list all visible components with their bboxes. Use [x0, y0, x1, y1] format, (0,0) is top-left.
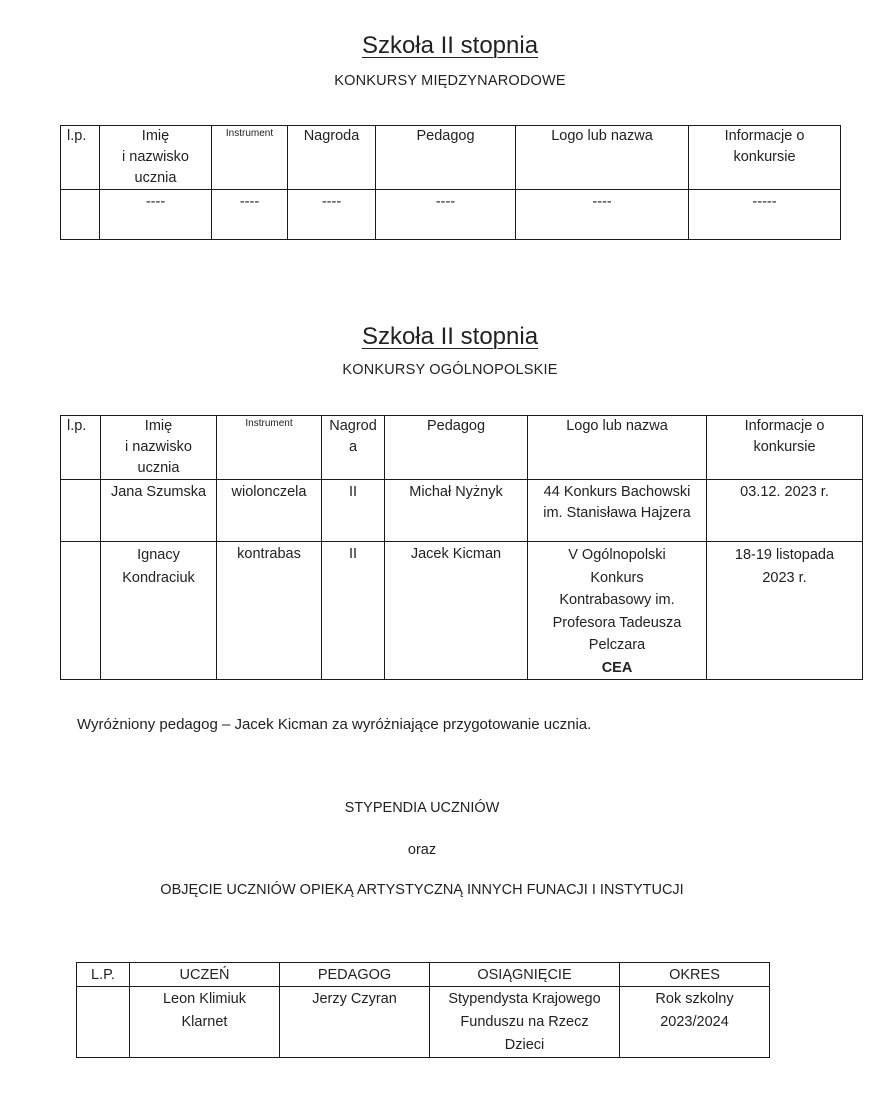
header-name-line3: ucznia: [134, 170, 177, 186]
cell-student-line1: Leon Klimiuk: [162, 991, 246, 1007]
cell-student: [130, 987, 280, 1058]
header-name-line3: ucznia: [137, 460, 180, 476]
cell-logo: ----: [516, 190, 689, 240]
cell-name-line2: Kondraciuk: [122, 570, 195, 586]
header-logo: Logo lub nazwa: [516, 126, 689, 190]
table-header-row: [61, 416, 863, 480]
header-lp: l.p.: [61, 126, 100, 190]
header-student: UCZEŃ: [130, 963, 280, 987]
cell-logo: [528, 480, 707, 542]
section1-title: Szkoła II stopnia: [361, 32, 539, 59]
section1-subtitle: KONKURSY MIĘDZYNARODOWE: [334, 73, 566, 89]
cell-instrument: wiolonczela: [217, 480, 322, 542]
header-info: [689, 126, 841, 190]
cell-logo-line5: Pelczara: [588, 637, 646, 653]
header-name-line2: i nazwisko: [122, 149, 189, 165]
cell-achievement-line3: Dzieci: [504, 1037, 545, 1053]
cell-name: [101, 542, 217, 680]
cell-name-line1: Ignacy: [137, 547, 180, 563]
table-row: [61, 542, 863, 680]
header-award: Nagroda: [288, 126, 376, 190]
header-logo: Logo lub nazwa: [528, 416, 707, 480]
cell-award: II: [322, 480, 385, 542]
cell-info: [707, 480, 863, 542]
table-row: [77, 987, 770, 1058]
cell-teacher: Jerzy Czyran: [280, 987, 430, 1058]
cell-lp: [61, 190, 100, 240]
table-row: [61, 480, 863, 542]
cell-name-line1: Jana Szumska: [110, 484, 207, 500]
cell-logo-line3: Kontrabasowy im.: [559, 592, 675, 608]
distinguished-teacher-note: Wyróżniony pedagog – Jacek Kicman za wyróżniające przygotowanie ucznia.: [77, 716, 592, 733]
section2-subtitle: KONKURSY OGÓLNOPOLSKIE: [342, 362, 558, 378]
header-award: [322, 416, 385, 480]
cell-award: ----: [288, 190, 376, 240]
header-award-line1: Nagrod: [329, 418, 377, 434]
section2-title: Szkoła II stopnia: [361, 323, 539, 350]
header-info-line1: Informacje o: [724, 128, 805, 144]
cell-teacher: Jacek Kicman: [385, 542, 528, 680]
header-student-name: [100, 126, 212, 190]
header-info-line1: Informacje o: [744, 418, 825, 434]
cell-info: [707, 542, 863, 680]
cell-name: [101, 480, 217, 542]
table-row: [61, 190, 841, 240]
cell-lp: [77, 987, 130, 1058]
header-name-line1: Imię: [144, 418, 173, 434]
header-name-line2: i nazwisko: [125, 439, 192, 455]
section3-title-line2: oraz: [407, 842, 437, 858]
cell-achievement-line1: Stypendysta Krajowego: [448, 991, 601, 1007]
header-info-line2: konkursie: [733, 149, 796, 165]
cell-achievement-line2: Funduszu na Rzecz: [460, 1014, 589, 1030]
header-info-line2: konkursie: [753, 439, 816, 455]
cell-info-line2: 2023 r.: [762, 570, 807, 586]
cell-logo-line1: 44 Konkurs Bachowski: [543, 484, 691, 500]
cell-instrument: ----: [212, 190, 288, 240]
cell-logo-line6: CEA: [601, 659, 633, 676]
header-teacher: Pedagog: [376, 126, 516, 190]
header-info: [707, 416, 863, 480]
cell-award: II: [322, 542, 385, 680]
header-instrument: Instrument: [212, 126, 288, 190]
cell-lp: [61, 542, 101, 680]
header-instrument: Instrument: [217, 416, 322, 480]
international-competitions-table: [60, 125, 841, 240]
cell-logo-line2: im. Stanisława Hajzera: [543, 505, 691, 521]
cell-info-line1: 18-19 listopada: [734, 547, 835, 563]
section3-title-line1: STYPENDIA UCZNIÓW: [344, 800, 500, 816]
header-achievement: OSIĄGNIĘCIE: [430, 963, 620, 987]
cell-info: -----: [689, 190, 841, 240]
cell-period: [620, 987, 770, 1058]
cell-instrument: kontrabas: [217, 542, 322, 680]
cell-teacher: ----: [376, 190, 516, 240]
header-name-line1: Imię: [141, 128, 170, 144]
cell-period-line2: 2023/2024: [660, 1014, 729, 1030]
table-header-row: [61, 126, 841, 190]
cell-achievement: [430, 987, 620, 1058]
cell-info-line1: 03.12. 2023 r.: [740, 484, 829, 500]
header-student-name: [101, 416, 217, 480]
table-header-row: [77, 963, 770, 987]
cell-logo: [528, 542, 707, 680]
cell-lp: [61, 480, 101, 542]
header-award-line2: a: [348, 439, 358, 455]
cell-logo-line4: Profesora Tadeusza: [552, 614, 682, 631]
header-teacher: Pedagog: [385, 416, 528, 480]
scholarships-table: [76, 962, 770, 1058]
header-period: OKRES: [620, 963, 770, 987]
section3-title-line3: OBJĘCIE UCZNIÓW OPIEKĄ ARTYSTYCZNĄ INNYCH FUNACJI I INSTYTUCJI: [160, 882, 684, 898]
national-competitions-table: [60, 415, 863, 680]
cell-name: ----: [100, 190, 212, 240]
cell-teacher: Michał Nyżnyk: [385, 480, 528, 542]
header-lp: L.P.: [77, 963, 130, 987]
cell-student-line2: Klarnet: [181, 1014, 228, 1030]
header-teacher: PEDAGOG: [280, 963, 430, 987]
cell-logo-line1: V Ogólnopolski: [568, 547, 666, 563]
header-lp: l.p.: [61, 416, 101, 480]
cell-period-line1: Rok szkolny: [655, 991, 734, 1007]
cell-logo-line2: Konkurs: [590, 569, 644, 586]
